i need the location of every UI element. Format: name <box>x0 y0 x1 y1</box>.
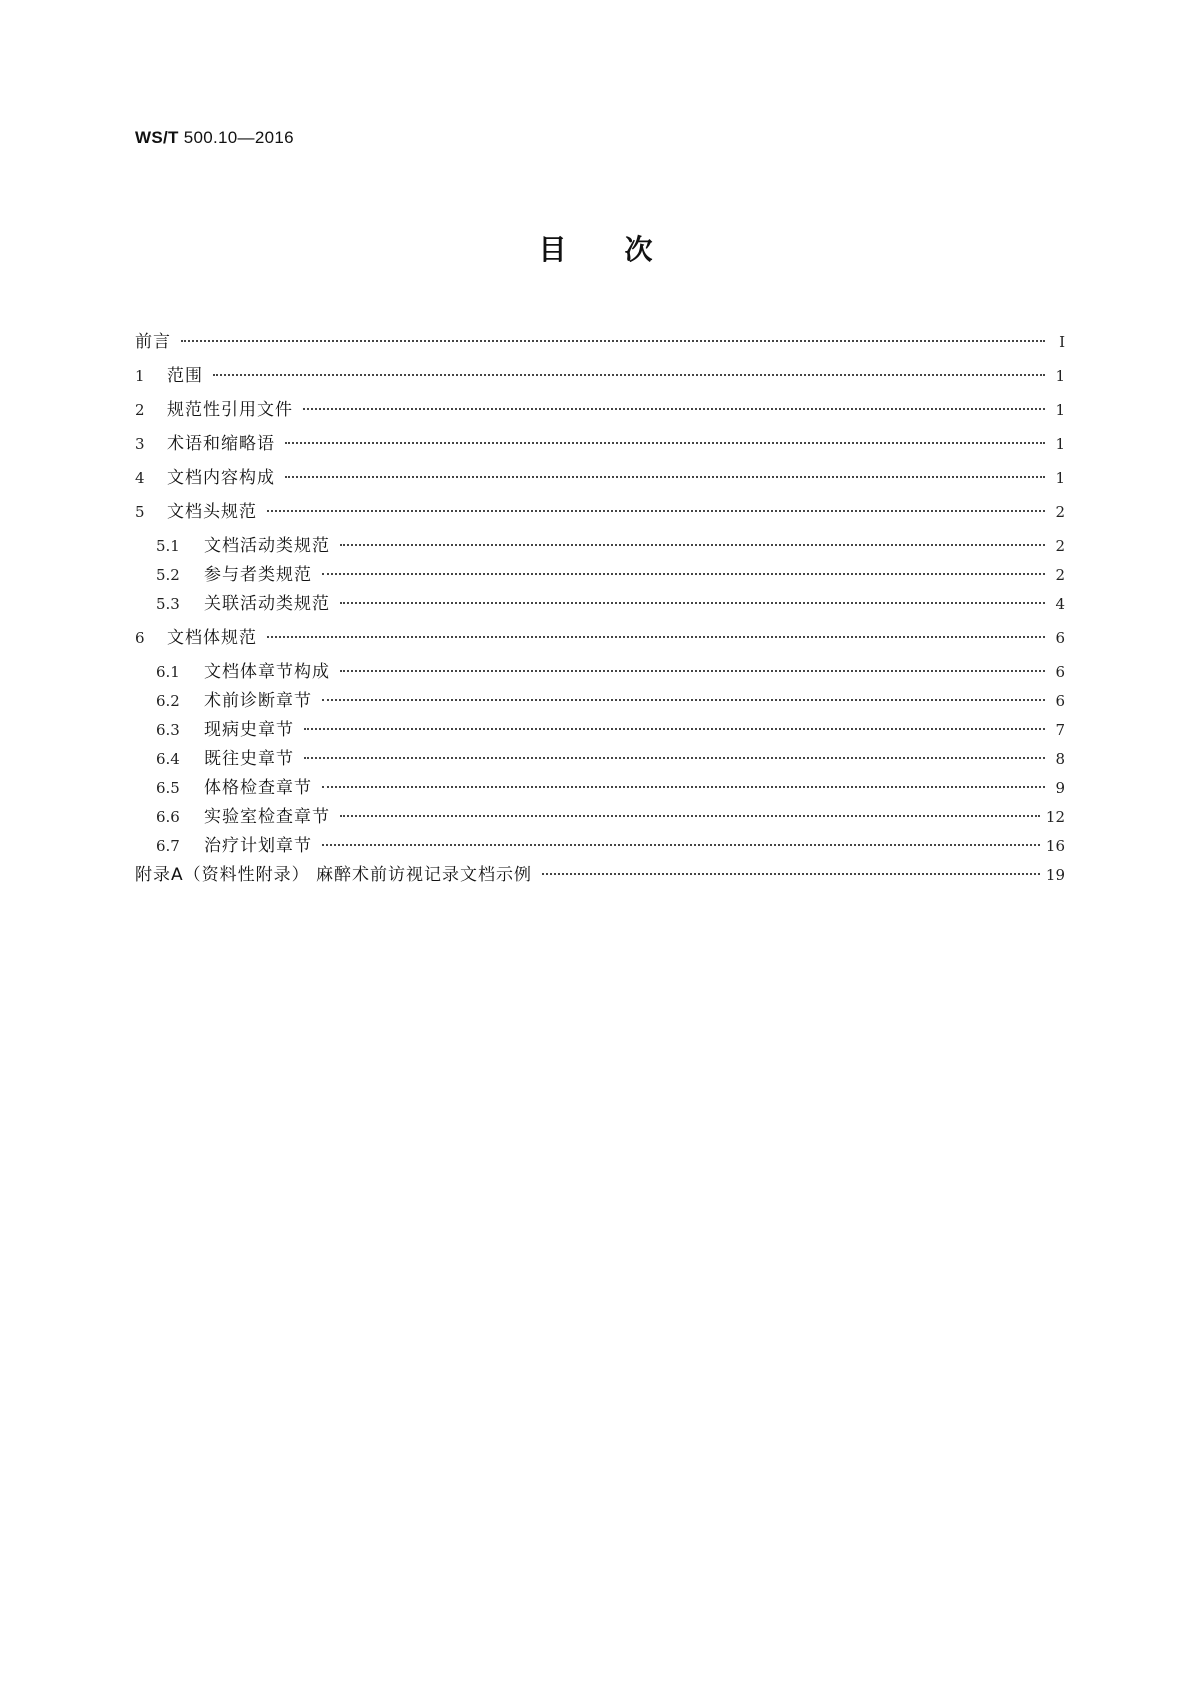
toc-entry-number: 6.1 <box>156 663 180 681</box>
dotted-leader <box>322 573 1045 575</box>
toc-entry-number: 5.1 <box>156 537 180 555</box>
toc-entry-number: 1 <box>135 367 145 385</box>
toc-entry-2[interactable] <box>135 398 1065 422</box>
toc-entry-page: 9 <box>1055 779 1065 797</box>
dotted-leader <box>267 636 1045 638</box>
page-title-char-2: 次 <box>624 233 653 266</box>
toc-entry-6-3[interactable] <box>156 718 1065 742</box>
toc-entry-6-6[interactable] <box>156 805 1065 829</box>
dotted-leader <box>303 408 1045 410</box>
toc-entry-page: 16 <box>1045 837 1065 855</box>
toc-entry-page: 2 <box>1055 566 1065 584</box>
toc-entry-number: 2 <box>135 401 145 419</box>
dotted-leader <box>285 442 1045 444</box>
toc-entry-5-2[interactable] <box>156 563 1065 587</box>
toc-entry-page: 12 <box>1045 808 1065 826</box>
dotted-leader <box>213 374 1045 376</box>
toc-entry-page: 1 <box>1055 367 1065 385</box>
toc-entry-title: 术语和缩略语 <box>167 434 275 454</box>
toc-entry-title: 治疗计划章节 <box>204 836 312 856</box>
toc-entry-6-5[interactable] <box>156 776 1065 800</box>
toc-entry-page: 2 <box>1055 537 1065 555</box>
toc-entry-3[interactable] <box>135 432 1065 456</box>
toc-entry-appendix-a[interactable] <box>135 863 1065 887</box>
toc-entry-number: 6.6 <box>156 808 180 826</box>
toc-entry-6-2[interactable] <box>156 689 1065 713</box>
standard-code-prefix: WS/T <box>135 128 179 147</box>
toc-entry-page: 6 <box>1055 629 1065 647</box>
toc-entry-preface[interactable] <box>135 330 1065 354</box>
dotted-leader <box>267 510 1045 512</box>
toc-entry-1[interactable] <box>135 364 1065 388</box>
toc-entry-title: 关联活动类规范 <box>204 594 330 614</box>
toc-entry-number: 3 <box>135 435 145 453</box>
toc-entry-title: 文档头规范 <box>167 502 257 522</box>
toc-entry-number: 5 <box>135 503 145 521</box>
toc-entry-page: 1 <box>1055 401 1065 419</box>
dotted-leader <box>322 699 1045 701</box>
toc-entry-title: 实验室检查章节 <box>204 807 330 827</box>
toc-entry-number: 6.3 <box>156 721 180 739</box>
toc-entry-page: 6 <box>1055 663 1065 681</box>
toc-entry-number: 6.7 <box>156 837 180 855</box>
dotted-leader <box>304 728 1045 730</box>
toc-entry-5[interactable] <box>135 500 1065 524</box>
toc-entry-title: 术前诊断章节 <box>204 691 312 711</box>
toc-entry-6-7[interactable] <box>156 834 1065 858</box>
toc-entry-title: 参与者类规范 <box>204 565 312 585</box>
toc-entry-page: 2 <box>1055 503 1065 521</box>
page-title <box>0 228 1191 268</box>
toc-entry-title: 范围 <box>167 366 203 386</box>
toc-entry-page: 1 <box>1055 469 1065 487</box>
toc-entry-title: 既往史章节 <box>204 749 294 769</box>
toc-entry-5-1[interactable] <box>156 534 1065 558</box>
toc-entry-number: 5.2 <box>156 566 180 584</box>
toc-entry-title: 文档体章节构成 <box>204 662 330 682</box>
toc-entry-number: 6.5 <box>156 779 180 797</box>
standard-code <box>135 128 294 148</box>
dotted-leader <box>340 602 1045 604</box>
toc-entry-title: 文档体规范 <box>167 628 257 648</box>
dotted-leader <box>542 873 1040 875</box>
toc-entry-title: 文档活动类规范 <box>204 536 330 556</box>
toc-entry-title: 附录A（资料性附录） 麻醉术前访视记录文档示例 <box>135 865 533 885</box>
toc-entry-page: 4 <box>1055 595 1065 613</box>
toc-entry-number: 6.2 <box>156 692 180 710</box>
dotted-leader <box>304 757 1045 759</box>
toc-entry-title: 现病史章节 <box>204 720 294 740</box>
toc-entry-page: 6 <box>1055 692 1065 710</box>
toc-entry-title: 前言 <box>135 332 171 352</box>
toc-entry-number: 6.4 <box>156 750 180 768</box>
toc-entry-page: 7 <box>1055 721 1065 739</box>
toc-entry-number: 6 <box>135 629 145 647</box>
dotted-leader <box>322 786 1045 788</box>
toc-entry-number: 5.3 <box>156 595 180 613</box>
toc-entry-number: 4 <box>135 469 145 487</box>
dotted-leader <box>340 544 1045 546</box>
toc-entry-title: 文档内容构成 <box>167 468 275 488</box>
toc-entry-page: Ⅰ <box>1059 333 1065 351</box>
page-title-char-1: 目 <box>538 233 567 266</box>
toc-entry-4[interactable] <box>135 466 1065 490</box>
toc-entry-6-4[interactable] <box>156 747 1065 771</box>
dotted-leader <box>322 844 1040 846</box>
dotted-leader <box>340 670 1045 672</box>
toc-entry-6-1[interactable] <box>156 660 1065 684</box>
toc-entry-5-3[interactable] <box>156 592 1065 616</box>
dotted-leader <box>285 476 1045 478</box>
dotted-leader <box>340 815 1040 817</box>
toc-entry-page: 8 <box>1055 750 1065 768</box>
standard-code-number: 500.10—2016 <box>183 128 294 147</box>
dotted-leader <box>181 340 1045 342</box>
toc-entry-page: 1 <box>1055 435 1065 453</box>
toc-entry-6[interactable] <box>135 626 1065 650</box>
toc-entry-page: 19 <box>1045 866 1065 884</box>
toc-entry-title: 体格检查章节 <box>204 778 312 798</box>
toc-entry-title: 规范性引用文件 <box>167 400 293 420</box>
